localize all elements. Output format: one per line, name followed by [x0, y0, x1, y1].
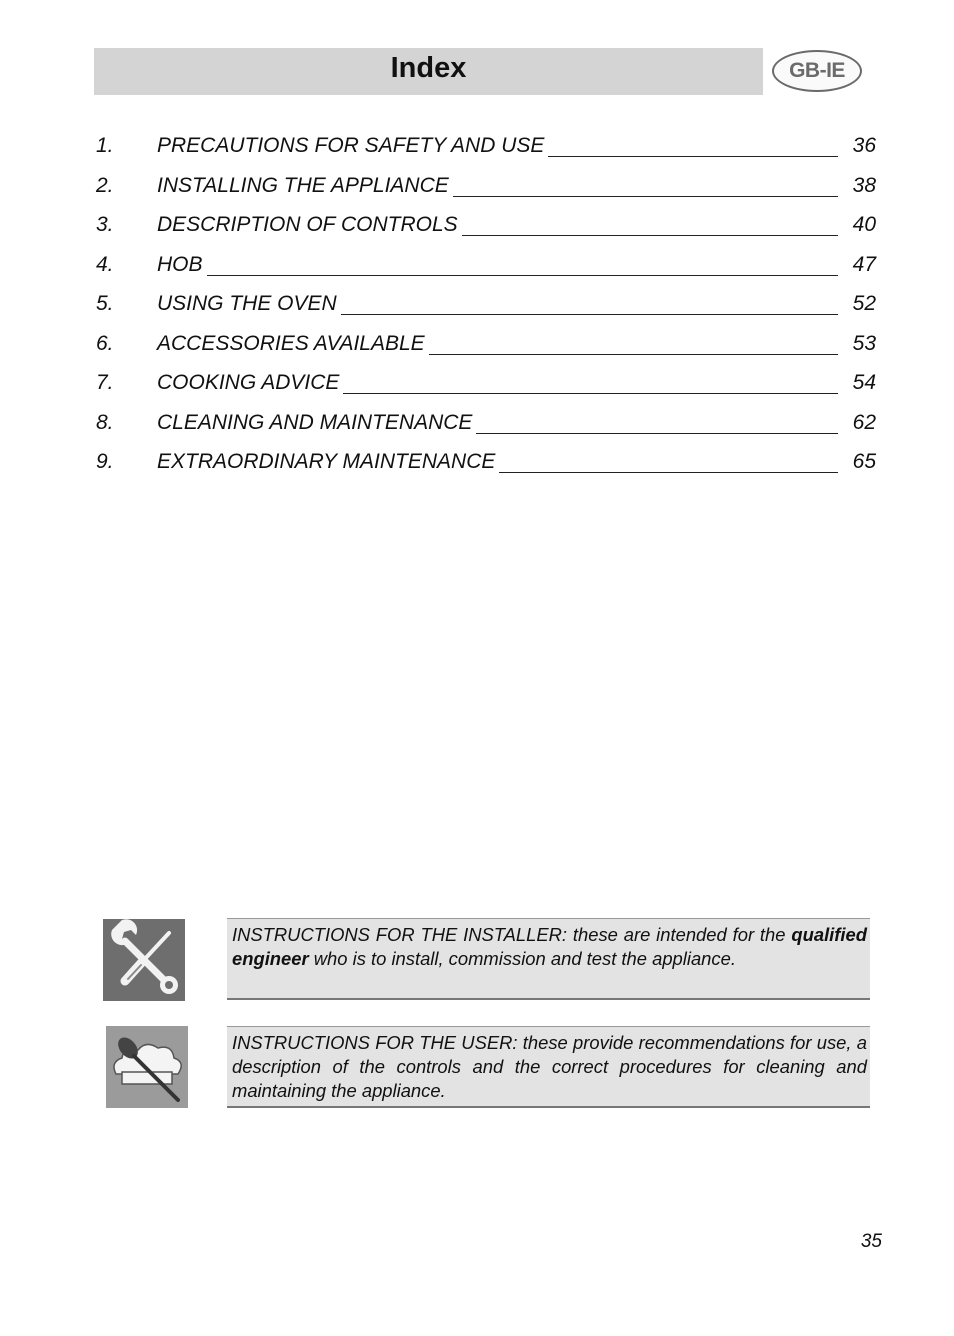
toc-leader: [429, 326, 838, 355]
toc-title: CLEANING AND MAINTENANCE: [157, 410, 473, 434]
toc-number: 8.: [96, 410, 114, 434]
toc-entry[interactable]: [96, 326, 876, 366]
toc-leader: [343, 365, 838, 394]
toc-page-number: 47: [852, 252, 876, 276]
toc-entry[interactable]: [96, 365, 876, 405]
toc-leader: [462, 207, 838, 236]
toc-title: COOKING ADVICE: [157, 371, 340, 394]
language-badge: GB-IE: [772, 50, 862, 92]
toc-leader: [499, 444, 838, 473]
toc-title: USING THE OVEN: [157, 292, 337, 315]
installer-text-bold: qualified engineer: [232, 924, 867, 969]
toc-title: PRECAUTIONS FOR SAFETY AND USE: [157, 134, 545, 157]
toc-number: 1.: [96, 134, 114, 157]
page-title: Index: [390, 52, 467, 84]
toc-entry[interactable]: [96, 207, 876, 247]
page-number: 35: [860, 1231, 882, 1252]
toc-entry[interactable]: [96, 247, 876, 287]
toc-number: 6.: [96, 331, 114, 355]
tools-icon: [103, 919, 185, 1001]
toc-leader: [341, 286, 838, 315]
toc-entry[interactable]: [96, 286, 876, 326]
toc-page-number: 53: [852, 331, 876, 355]
table-of-contents: [96, 128, 876, 484]
toc-title: DESCRIPTION OF CONTROLS: [157, 213, 458, 236]
chef-spoon-icon: [106, 1026, 188, 1108]
toc-number: 9.: [96, 450, 114, 473]
toc-entry[interactable]: [96, 128, 876, 168]
toc-number: 2.: [96, 173, 114, 197]
installer-instructions: [227, 918, 870, 1000]
toc-title: ACCESSORIES AVAILABLE: [157, 331, 425, 355]
toc-page-number: 62: [852, 410, 876, 434]
toc-title: HOB: [157, 252, 203, 276]
toc-number: 4.: [96, 252, 114, 276]
toc-title: INSTALLING THE APPLIANCE: [157, 173, 449, 197]
toc-entry[interactable]: [96, 405, 876, 445]
toc-number: 5.: [96, 292, 114, 315]
toc-leader: [548, 128, 838, 157]
toc-title: EXTRAORDINARY MAINTENANCE: [157, 450, 496, 473]
toc-page-number: 52: [852, 292, 876, 315]
toc-leader: [207, 247, 838, 276]
toc-number: 7.: [96, 371, 114, 394]
toc-page-number: 65: [852, 450, 876, 473]
toc-page-number: 38: [852, 173, 876, 197]
installer-text-start: INSTRUCTIONS FOR THE INSTALLER: these are intended for the: [232, 924, 792, 945]
toc-leader: [476, 405, 838, 434]
toc-entry[interactable]: [96, 444, 876, 484]
installer-text-end: who is to install, commission and test the appliance.: [308, 948, 736, 969]
toc-page-number: 36: [852, 134, 876, 157]
toc-page-number: 40: [852, 213, 876, 236]
user-instructions: INSTRUCTIONS FOR THE USER: these provide recommendations for use, a description of the controls and the correct procedures for cleaning and maintaining the appliance.: [227, 1026, 870, 1108]
toc-leader: [453, 168, 838, 197]
toc-page-number: 54: [852, 371, 876, 394]
toc-entry[interactable]: [96, 168, 876, 208]
toc-number: 3.: [96, 213, 114, 236]
